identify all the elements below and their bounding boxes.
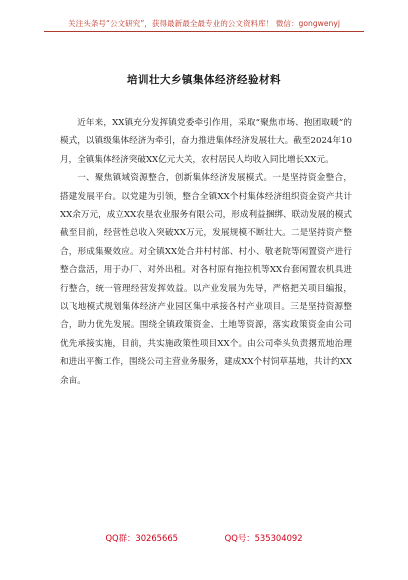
footer-contact xyxy=(0,532,408,544)
header-divider xyxy=(44,31,364,32)
body-paragraph: 一、聚焦镇域资源整合，创新集体经济发展模式。一是坚持资金整合，搭建发展平台。以党建为引领，整合全镇XX个村集体经济组织资金资产共计XX余万元，成立XX农垦农业服务有限公司，形成利益捆绑、联动发展的模式截至目前，经营性总收入突破XX万元，发展规模不断壮大。二是坚持资产整合，形成集聚效应。对全镇XX处合并村村部、村小、敬老院等闲置资产进行整合盘活，用于办厂、对外出租。对各村原有拖拉机等XX台套闲置农机具进行整合，统一管理经营发挥效益。以产业发展为先导，严格把关项目编报，以飞地模式规划集体经济产业园区集中承接各村产业项目。三是坚持资源整合，助力优先发展。围绕全镇政策资金、土地等资源，落实政策资金由公司优先承接实施，目前，共实施政策性项目XX个。由公司牵头负责撂荒地治理和进出平衡工作，围绕公司主营业务服务，建成XX个村饲草基地，共计约XX余亩。 xyxy=(60,173,352,386)
footer-qq-group: QQ群：30265665 xyxy=(105,533,178,543)
header-note: 关注头条号“公文研究”，获得最新最全最专业的公文资料库！ 微信：gongwenyj xyxy=(68,19,340,28)
body-paragraph: 近年来，XX镇充分发挥镇党委牵引作用，采取“聚焦市场、抱团取暖”的模式，以镇级集体经济为牵引，奋力推进集体经济发展壮大。截至2024年10月，全镇集体经济突破XX亿元大关，农村居民人均收入同比增长XX元。 xyxy=(60,118,352,165)
document-body xyxy=(60,114,352,390)
footer-qq-number: QQ号：535304092 xyxy=(224,533,303,543)
document-title: 培训壮大乡镇集体经济经验材料 xyxy=(127,74,281,86)
